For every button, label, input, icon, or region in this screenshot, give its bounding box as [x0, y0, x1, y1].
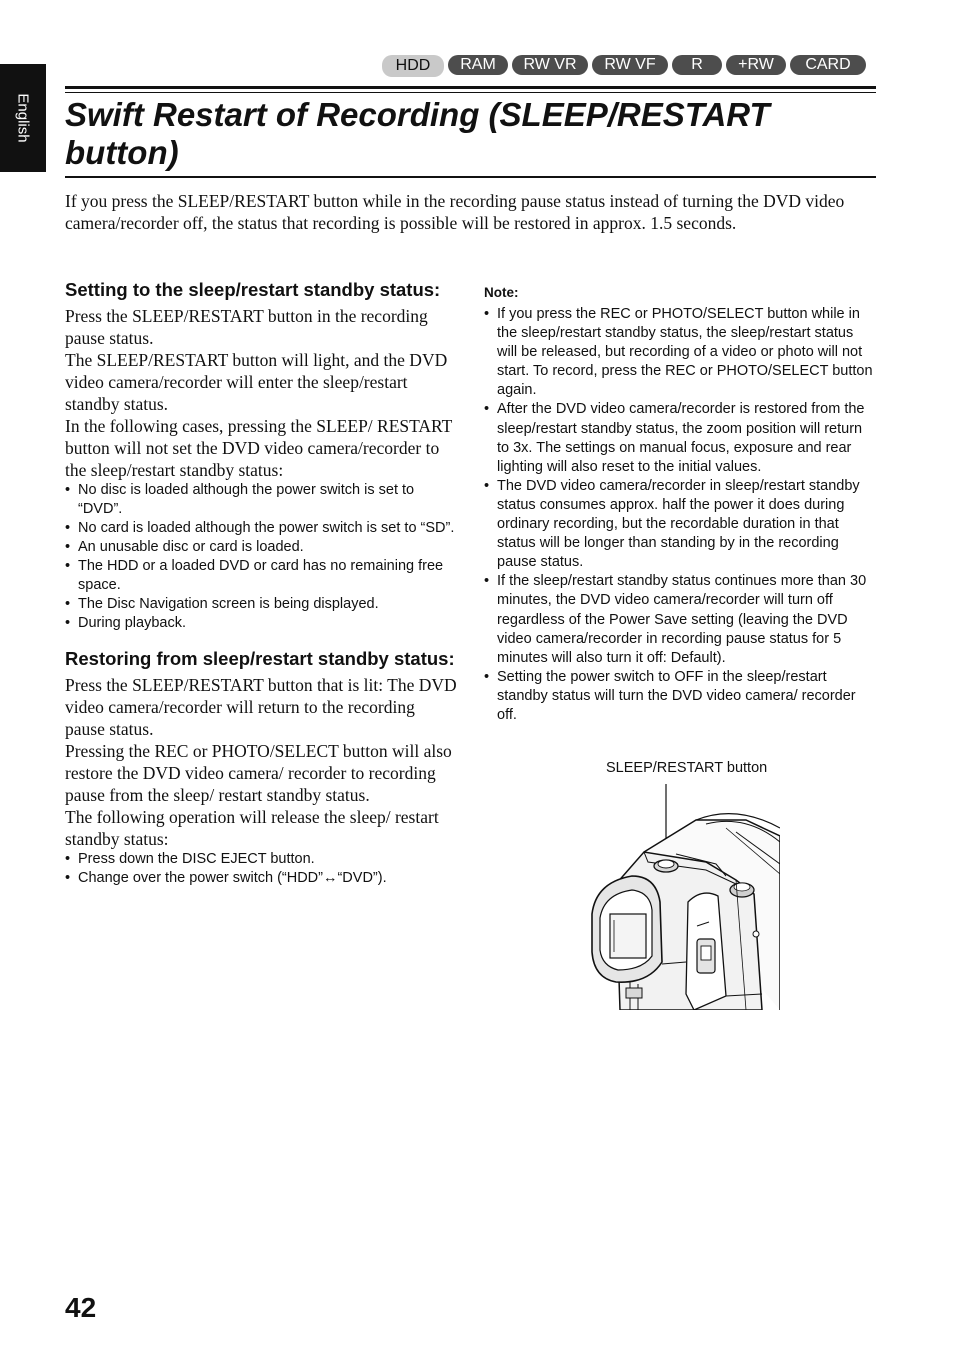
- list-item: • After the DVD video camera/recorder is restored from the sleep/restart standby status, the zoom position will return to 3x. The settings on manual focus, exposure and rear lighting will also reset to the initial values.: [484, 400, 876, 476]
- list-item: • No card is loaded although the power switch is set to “SD”.: [65, 519, 457, 538]
- media-tab-ram: RAM: [448, 55, 508, 75]
- media-compatibility-tabs: [382, 55, 866, 77]
- media-tab-plus-rw: +RW: [726, 55, 786, 75]
- list-item: • Change over the power switch (“HDD”↔“DVD”).: [65, 869, 457, 888]
- title-rule-top-thin: [65, 92, 876, 93]
- standby-paragraph-3: In the following cases, pressing the SLEEP/ RESTART button will not set the DVD video camera/recorder to the sleep/restart standby status:: [65, 416, 453, 480]
- list-item: • The DVD video camera/recorder in sleep/restart standby status consumes approx. half the power it does during ordinary recording, but the recordable duration in that status will be longer than standing by in the recording pause status.: [484, 477, 876, 572]
- section-setting-standby: [65, 279, 457, 633]
- section-restoring-standby: [65, 648, 457, 888]
- media-tab-rw-vr: RW VR: [512, 55, 588, 75]
- media-tab-rw-vf: RW VF: [592, 55, 668, 75]
- list-item: • An unusable disc or card is loaded.: [65, 538, 457, 557]
- restore-paragraph-2: Pressing the REC or PHOTO/SELECT button will also restore the DVD video camera/ recorder to recording pause from the sleep/ restart standby status.: [65, 741, 452, 805]
- note-label: Note:: [484, 285, 519, 300]
- section-heading-standby: Setting to the sleep/restart standby status:: [65, 279, 441, 300]
- language-label: English: [14, 93, 32, 143]
- note-list: [484, 305, 876, 725]
- list-item: • The HDD or a loaded DVD or card has no remaining free space.: [65, 557, 457, 595]
- list-item: • No disc is loaded although the power switch is set to “DVD”.: [65, 481, 457, 519]
- title-rule-top: [65, 86, 876, 89]
- restore-paragraph-1: Press the SLEEP/RESTART button that is lit: The DVD video camera/recorder will return to the recording pause status.: [65, 675, 457, 739]
- intro-paragraph: If you press the SLEEP/RESTART button while in the recording pause status instead of turning the DVD video camera/recorder off, the status that recording is possible will be restored in approx. 1.5 seconds.: [65, 191, 845, 233]
- language-side-tab: [0, 64, 46, 172]
- page-title: Swift Restart of Recording (SLEEP/RESTART button): [65, 96, 770, 171]
- release-operation-list: [65, 850, 457, 888]
- right-column-note: [484, 283, 876, 725]
- camcorder-illustration: [586, 784, 780, 1010]
- list-item: • If the sleep/restart standby status continues more than 30 minutes, the DVD video camera/recorder will turn off regardless of the Power Save setting (leaving the DVD video camera/recorder in recording pause status for 5 minutes will also turn it off: Default).: [484, 572, 876, 667]
- list-item: • If you press the REC or PHOTO/SELECT button while in the sleep/restart standby status, the sleep/restart status will be released, but recording of a video or photo will not start. To record, press the REC or PHOTO/SELECT button again.: [484, 305, 876, 400]
- standby-paragraph-1: Press the SLEEP/RESTART button in the recording pause status.: [65, 306, 428, 348]
- list-item: • Press down the DISC EJECT button.: [65, 850, 457, 869]
- media-tab-card: CARD: [790, 55, 866, 75]
- standby-paragraph-2: The SLEEP/RESTART button will light, and the DVD video camera/recorder will enter the sleep/restart standby status.: [65, 350, 448, 414]
- left-column: [65, 279, 457, 888]
- list-item: • During playback.: [65, 614, 457, 633]
- restore-paragraph-3: The following operation will release the sleep/ restart standby status:: [65, 807, 439, 849]
- list-item: • Setting the power switch to OFF in the sleep/restart standby status will turn the DVD video camera/ recorder off.: [484, 668, 876, 725]
- standby-case-list: [65, 481, 457, 633]
- figure-caption: SLEEP/RESTART button: [606, 760, 768, 776]
- section-heading-restore: Restoring from sleep/restart standby status:: [65, 648, 455, 669]
- page-number: 42: [65, 1292, 97, 1323]
- media-tab-hdd: HDD: [382, 55, 444, 77]
- title-rule-bottom: [65, 176, 876, 178]
- media-tab-r: R: [672, 55, 722, 75]
- list-item: • The Disc Navigation screen is being displayed.: [65, 595, 457, 614]
